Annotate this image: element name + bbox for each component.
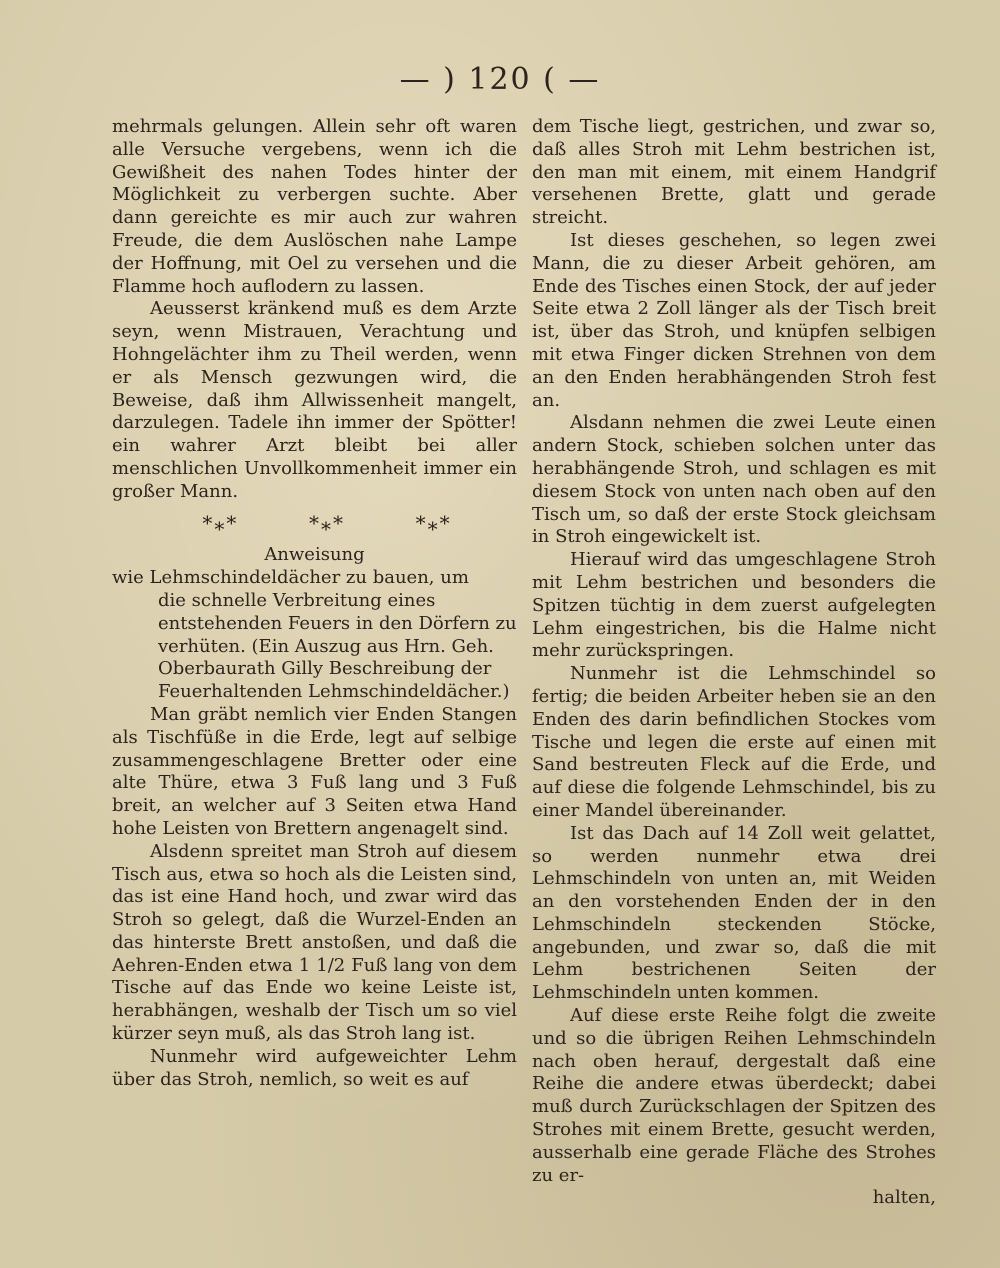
section-heading-title: Anweisung xyxy=(264,544,365,566)
paragraph: Nunmehr wird aufgeweichter Lehm über das Stroh, nemlich, so weit es auf xyxy=(112,1045,517,1090)
right-column xyxy=(532,116,936,1210)
paragraph: Aeusserst kränkend muß es dem Arzte seyn, wenn Mistrauen, Verachtung und Hohngelächter ihm zu Theil werden, wenn er als Mensch gezwungen wird, die Beweise, daß ihm Allwissenheit mangelt, darzulegen. Tadele ihn immer der Spötter! ein wahrer Arzt bleibt bei aller menschlichen Unvollkommenheit immer ein großer Mann. xyxy=(112,298,517,502)
paragraph: Man gräbt nemlich vier Enden Stangen als Tischfüße in die Erde, legt auf selbige zusammengeschlagene Bretter oder eine alte Thüre, etwa 3 Fuß lang und 3 Fuß breit, an welcher auf 3 Seiten etwa Hand hohe Leisten von Brettern angenagelt sind. xyxy=(112,703,517,839)
paragraph: Nunmehr ist die Lehmschindel so fertig; die beiden Arbeiter heben sie an den Enden des darin befindlichen Stockes vom Tische und legen die erste auf einen mit Sand bestreuten Fleck auf die Erde, und auf diese die folgende Lehmschindel, bis zu einer Mandel übereinander. xyxy=(532,663,936,821)
section-divider-stars xyxy=(167,512,487,535)
paragraph: mehrmals gelungen. Allein sehr oft waren alle Versuche vergebens, wenn ich die Gewißheit des nahen Todes hinter der Möglichkeit zu verbergen suchte. Aber dann gereichte es mir auch zur wahren Freude, die dem Auslöschen nahe Lampe der Hoffnung, mit Oel zu versehen und die Flamme hoch auflodern zu lassen. xyxy=(112,116,517,297)
paragraph: dem Tische liegt, gestrichen, und zwar so, daß alles Stroh mit Lehm bestrichen ist, den man mit einem, mit einem Handgrif versehenen Brette, glatt und gerade streicht. xyxy=(532,116,936,229)
paragraph: Ist das Dach auf 14 Zoll weit gelattet, so werden nunmehr etwa drei Lehmschindeln von unten an, mit Weiden an den vorstehenden Enden der in den Lehmschindeln steckenden Stöcke, angebunden, und zwar so, daß die mit Lehm bestrichenen Seiten der Lehmschindeln unten kommen. xyxy=(532,822,936,1004)
paragraph: Ist dieses geschehen, so legen zwei Mann, die zu dieser Arbeit gehören, am Ende des Tisches einen Stock, der auf jeder Seite etwa 2 Zoll länger als der Tisch breit ist, über das Stroh, und knüpfen selbigen mit etwa Finger dicken Strehnen von dem an den Enden herabhängenden Stroh fest an. xyxy=(532,229,936,411)
asterism: *⁎* xyxy=(415,510,452,535)
asterism: *⁎* xyxy=(308,510,345,535)
paragraph: Hierauf wird das umgeschlagene Stroh mit Lehm bestrichen und besonders die Spitzen tüchtig in dem zuerst aufgelegten Lehm eingestrichen, bis die Halme nicht mehr zurückspringen. xyxy=(532,549,936,662)
catchword: halten, xyxy=(872,1187,936,1209)
asterism: *⁎* xyxy=(202,510,239,535)
paragraph: Alsdenn spreitet man Stroh auf diesem Tisch aus, etwa so hoch als die Leisten sind, das ist eine Hand hoch, und zwar wird das Stroh so gelegt, daß die Wurzel-Enden an das hinterste Brett anstoßen, und daß die Aehren-Enden etwa 1 1/2 Fuß lang von dem Tische auf das Ende wo keine Leiste ist, herabhängen, weshalb der Tisch um so viel kürzer seyn muß, als das Stroh lang ist. xyxy=(112,840,517,1045)
paragraph: Auf diese erste Reihe folgt die zweite und so die übrigen Reihen Lehmschindeln nach oben herauf, dergestalt daß eine Reihe die andere etwas überdeckt; dabei muß durch Zurückschlagen der Spitzen des Strohes mit einem Brette, gesucht werden, ausserhalb eine gerade Fläche des Strohes zu er- xyxy=(532,1005,936,1186)
section-heading-continuation: die schnelle Verbreitung eines entstehenden Feuers in den Dörfern zu verhüten. (Ein Auszug aus Hrn. Geh. Oberbaurath Gilly Beschreibung der Feuerhaltenden Lehmschindeldächer.) xyxy=(158,589,517,703)
page-number: — ) 120 ( — xyxy=(399,62,601,97)
paragraph: Alsdann nehmen die zwei Leute einen andern Stock, schieben solchen unter das herabhängende Stroh, und schlagen es mit diesem Stock von unten nach oben auf den Tisch um, so daß der erste Stock gleichsam in Stroh eingewickelt ist. xyxy=(532,412,936,548)
section-heading-line: wie Lehmschindeldächer zu bauen, um xyxy=(112,567,469,589)
left-column xyxy=(112,116,517,1091)
